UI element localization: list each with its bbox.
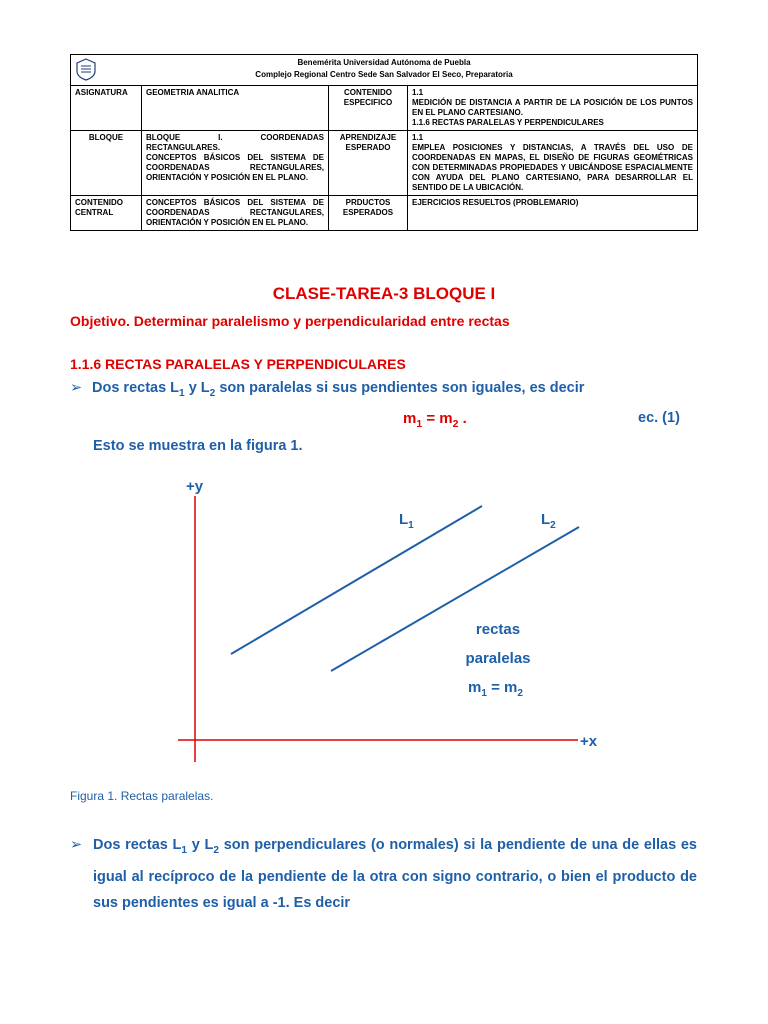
- subscript: 2: [209, 387, 216, 399]
- label-asignatura: ASIGNATURA: [71, 86, 142, 131]
- x-axis-label: +x: [580, 733, 598, 750]
- text-part: Dos rectas L: [92, 380, 180, 396]
- bullet-perpendicular: [70, 832, 697, 916]
- bullet-arrow-icon: ➢: [70, 380, 83, 396]
- cell-line: BLOQUE I. COORDENADAS RECTANGULARES.: [146, 133, 324, 152]
- equation-number: ec. (1): [638, 410, 680, 426]
- cell-line: 1.1: [412, 88, 424, 97]
- table-row: [71, 196, 698, 231]
- text-part: y L: [187, 837, 214, 853]
- label-contenido-central: CONTENIDO CENTRAL: [71, 196, 142, 231]
- cell-line: EMPLEA POSICIONES Y DISTANCIAS, A TRAVÉS DEL USO DE COORDENADAS EN MAPAS, EL DISEÑO DE FIGURAS GEOMÉTRICAS CON DETERMINADAS PROPIEDADES Y UBICÁNDOSE ESPACIALMENTE CON AYUDA DEL PLANO CARTESIANO, PARA DESARROLLAR EL SENTIDO DE LA UBICACIÓN.: [412, 143, 693, 192]
- subscript: 1: [179, 387, 185, 399]
- label-bloque: BLOQUE: [71, 131, 142, 196]
- bullet-parallel: [70, 380, 584, 399]
- table-row: [71, 86, 698, 131]
- cell-line: CONCEPTOS BÁSICOS DEL SISTEMA DE COORDENADAS RECTANGULARES, ORIENTACIÓN Y POSICIÓN EN EL PLANO.: [146, 153, 324, 182]
- cell-line: 1.1.6 RECTAS PARALELAS Y PERPENDICULARES: [412, 118, 604, 127]
- cell-line: MEDICIÓN DE DISTANCIA A PARTIR DE LA POSICIÓN DE LOS PUNTOS EN EL PLANO CARTESIANO.: [412, 98, 693, 117]
- value-contenido-especifico: [408, 86, 698, 131]
- value-aprendizaje-esperado: [408, 131, 698, 196]
- university-header: [71, 55, 698, 86]
- table-row: [71, 131, 698, 196]
- subscript: 2: [452, 418, 459, 430]
- note-line1: rectas: [475, 621, 521, 638]
- bullet-arrow-icon: ➢: [70, 837, 83, 853]
- value-productos-esperados: EJERCICIOS RESUELTOS (PROBLEMARIO): [408, 196, 698, 231]
- text-part: m: [403, 410, 417, 427]
- value-contenido-central: CONCEPTOS BÁSICOS DEL SISTEMA DE COORDENADAS RECTANGULARES, ORIENTACIÓN Y POSICIÓN EN EL PLANO.: [142, 196, 329, 231]
- equation-parallel: [403, 410, 467, 430]
- cell-line: 1.1: [412, 133, 424, 142]
- label-contenido-especifico: CONTENIDO ESPECIFICO: [329, 86, 408, 131]
- y-axis-label: +y: [186, 478, 204, 495]
- text-part: son perpendiculares (o normales) si la pendiente de una de ellas es igual al recíproco de la pendiente de la otra con signo contrario, o bien el producto de sus pendientes es igual a -1. Es decir: [93, 837, 697, 911]
- line-l1: [231, 506, 482, 654]
- text-part: = m: [422, 410, 453, 427]
- section-heading: 1.1.6 RECTAS PARALELAS Y PERPENDICULARES: [70, 356, 406, 372]
- objective-text: Objetivo. Determinar paralelismo y perpendicularidad entre rectas: [70, 313, 510, 329]
- university-name: Benemérita Universidad Autónoma de Puebla: [297, 58, 471, 67]
- subscript: 2: [213, 844, 220, 856]
- label-productos-esperados: PRDUCTOS ESPERADOS: [329, 196, 408, 231]
- page-title: CLASE-TAREA-3 BLOQUE I: [272, 284, 496, 303]
- figure-parallel-lines: [0, 470, 768, 780]
- value-asignatura: GEOMETRIA ANALITICA: [142, 86, 329, 131]
- campus-name: Complejo Regional Centro Sede San Salvador El Seco, Preparatoria: [255, 70, 513, 79]
- value-bloque: [142, 131, 329, 196]
- l1-label: $L_1$: [399, 511, 414, 531]
- l2-label: $L_2$: [541, 511, 556, 531]
- header-table: [70, 54, 698, 231]
- text-part: son paralelas si sus pendientes son iguales, es decir: [215, 380, 585, 396]
- buap-logo-icon: [75, 58, 97, 82]
- note-equation: $m_1 = m_2$: [468, 679, 523, 699]
- subscript: 1: [181, 844, 188, 856]
- text-part: y L: [184, 380, 210, 396]
- figure-intro: Esto se muestra en la figura 1.: [93, 438, 303, 454]
- label-aprendizaje-esperado: APRENDIZAJE ESPERADO: [329, 131, 408, 196]
- text-part: Dos rectas L: [93, 837, 182, 853]
- subscript: 1: [416, 418, 423, 430]
- line-l2: [331, 527, 579, 671]
- text-part: .: [458, 410, 467, 427]
- note-line2: paralelas: [465, 650, 531, 667]
- figure-caption: Figura 1. Rectas paralelas.: [70, 789, 214, 803]
